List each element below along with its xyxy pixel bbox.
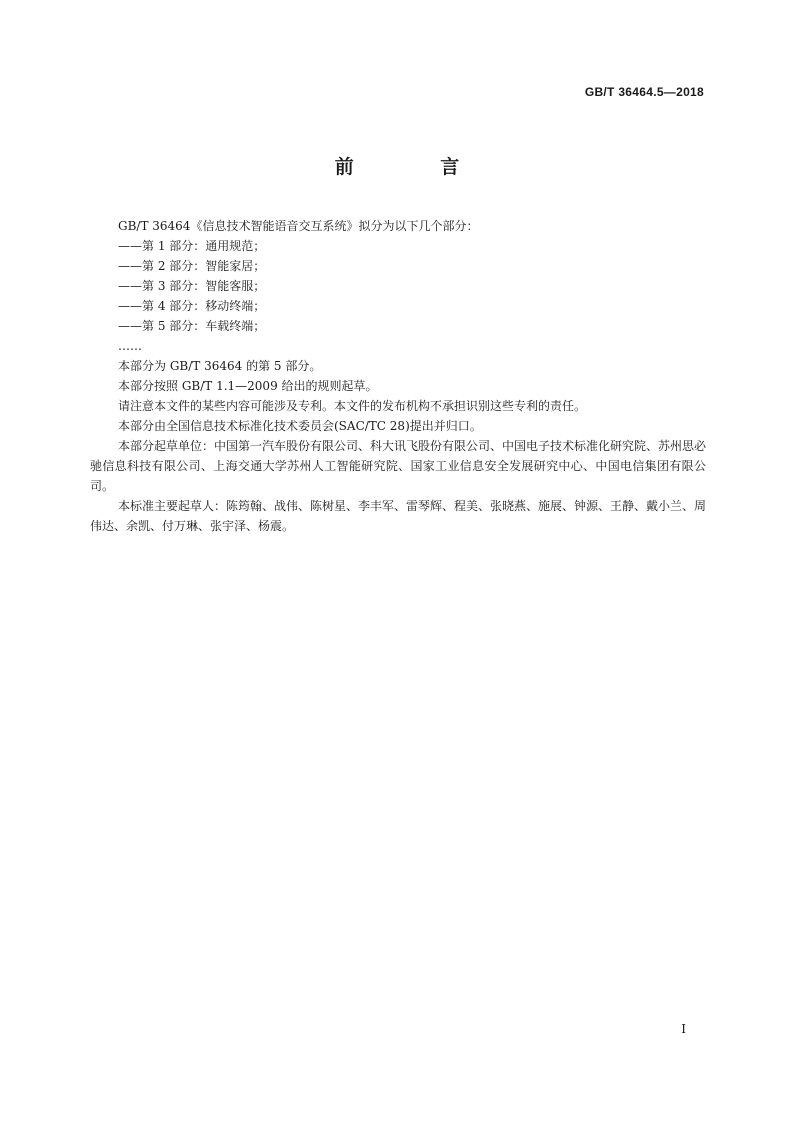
this-part-paragraph: 本部分为 GB/T 36464 的第 5 部分。 (118, 359, 322, 373)
list-item-part2: ——第 2 部分：智能家居； (118, 259, 266, 273)
patent-notice-paragraph: 请注意本文件的某些内容可能涉及专利。本文件的发布机构不承担识别这些专利的责任。 (118, 399, 587, 413)
page-number: I (681, 1022, 686, 1036)
ellipsis-line: …… (118, 339, 142, 353)
proposer-paragraph: 本部分由全国信息技术标准化技术委员会(SAC/TC 28)提出并归口。 (118, 419, 482, 433)
drafting-rules-paragraph: 本部分按照 GB/T 1.1—2009 给出的规则起草。 (118, 379, 378, 393)
list-item-part1: ——第 1 部分：通用规范； (118, 239, 266, 253)
standard-code: GB/T 36464.5—2018 (584, 85, 704, 99)
list-item-part4: ——第 4 部分：移动终端； (118, 299, 266, 313)
foreword-body (90, 216, 706, 536)
intro-paragraph: GB/T 36464《信息技术智能语音交互系统》拟分为以下几个部分： (118, 219, 479, 233)
list-item-part3: ——第 3 部分：智能客服； (118, 279, 266, 293)
main-drafters-paragraph: 本标准主要起草人：陈筠翰、战伟、陈树星、李丰军、雷琴辉、程美、张晓燕、施展、钟源、王静、戴小兰、周伟达、余凯、付万琳、张宇泽、杨震。 (90, 499, 707, 533)
list-item-part5: ——第 5 部分：车载终端； (118, 319, 266, 333)
drafting-units-paragraph: 本部分起草单位：中国第一汽车股份有限公司、科大讯飞股份有限公司、中国电子技术标准化研究院、苏州思必驰信息科技有限公司、上海交通大学苏州人工智能研究院、国家工业信息安全发展研究中心、中国电信集团有限公司。 (90, 439, 707, 493)
page-title: 前 言 (334, 156, 500, 178)
